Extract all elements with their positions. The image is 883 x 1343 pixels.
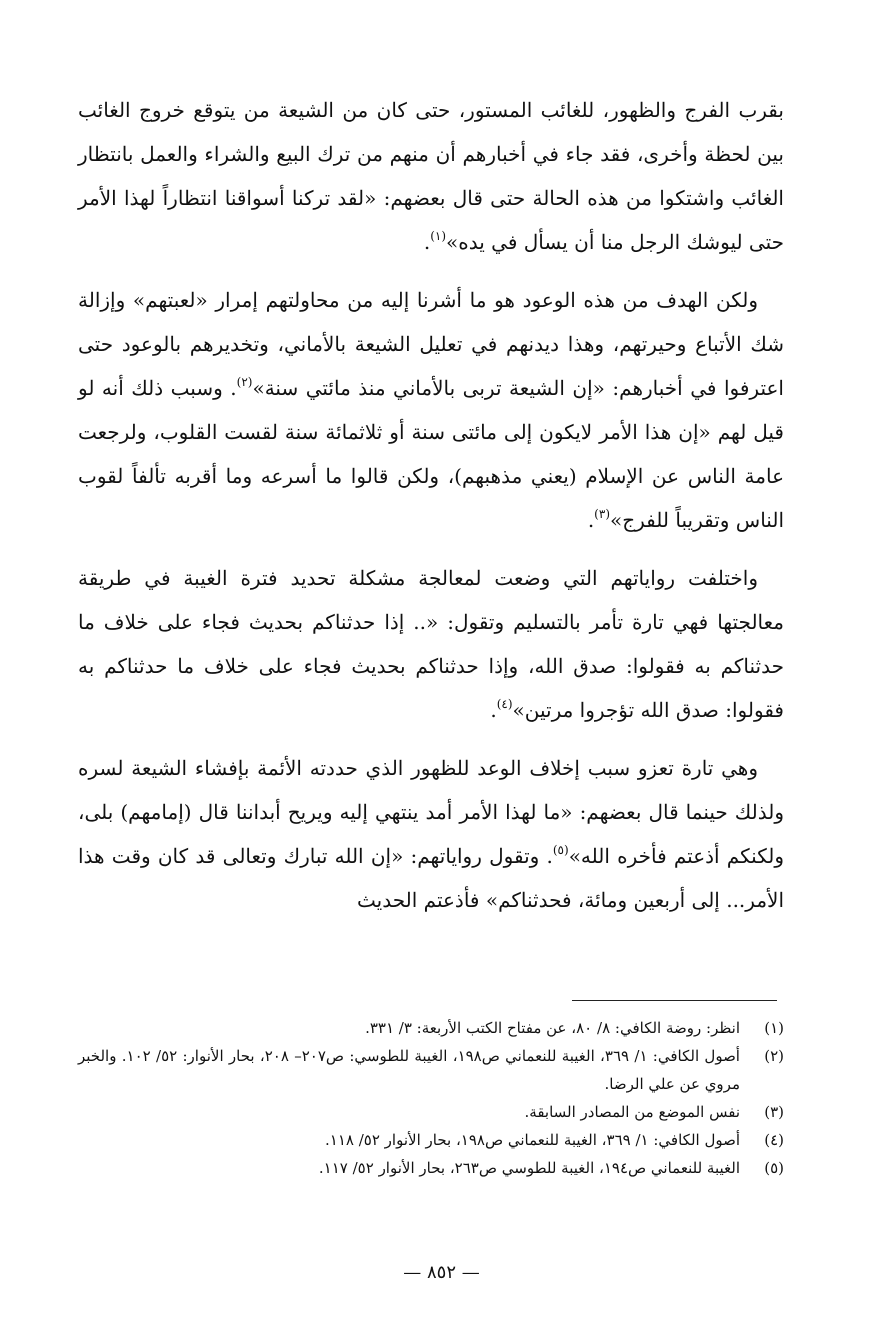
footnote-number: (٤) [764, 1131, 784, 1149]
paragraph-4-text-b: . وتقول رواياتهم: «إن الله تبارك وتعالى قد كان وقت هذا الأمر... إلى أربعين ومائة، فحدثناكم» فأذعتم الحديث [78, 844, 784, 912]
paragraph-1-text: بقرب الفرج والظهور، للغائب المستور، حتى كان من الشيعة من يتوقع خروج الغائب بين لحظة وأخرى، فقد جاء في أخبارهم أن منهم من ترك البيع والشراء والعمل بانتظار الغائب واشتكوا من هذه الحالة حتى قال بعضهم: «لقد تركنا أسواقنا انتظاراً لهذا الأمر حتى ليوشك الرجل منا أن يسأل في يده» [78, 98, 784, 254]
footnote [78, 1014, 784, 1042]
paragraph-2-text-b: . وسبب ذلك أنه لو قيل لهم «إن هذا الأمر لايكون إلى مائتى سنة أو ثلاثمائة سنة لقست القلوب، ولرجعت عامة الناس عن الإسلام (يعني مذهبهم)، ولكن قالوا ما أسرعه وما أقربه تألفاً لقوب الناس وتقريباً للفرج» [78, 376, 784, 532]
footnotes [78, 1014, 784, 1182]
footnote [78, 1154, 784, 1182]
footnote-ref-4: (٤) [496, 697, 513, 711]
paragraph-4 [78, 746, 784, 922]
paragraph-2-end: . [587, 508, 595, 532]
paragraph-1 [78, 88, 784, 264]
footnote-divider [572, 1000, 777, 1001]
footnote-number: (١) [764, 1019, 784, 1037]
footnote-number: (٣) [764, 1103, 784, 1121]
paragraph-2-text-a: ولكن الهدف من هذه الوعود هو ما أشرنا إليه من محاولتهم إمرار «لعبتهم» وإزالة شك الأتباع وحيرتهم، وهذا ديدنهم في تعليل الشيعة بالأماني، وتخديرهم بالوعود حتى اعترفوا في أخبارهم: «إن الشيعة تربى بالأماني منذ مائتي سنة» [78, 288, 784, 400]
paragraph-4-text-a: وهي تارة تعزو سبب إخلاف الوعد للظهور الذي حددته الأئمة بإفشاء الشيعة لسره ولذلك حينما قال بعضهم: «ما لهذا الأمر أمد ينتهي إليه ويريح أبداننا قال (إمامهم) بلى، ولكنكم أذعتم فأخره الله» [78, 756, 784, 868]
page-number: — ٨٥٢ — [403, 1262, 480, 1283]
footnote-text: الغيبة للنعماني ص١٩٤، الغيبة للطوسي ص٢٦٣، بحار الأنوار ٥٢/ ١١٧. [318, 1159, 740, 1177]
paragraph-3 [78, 556, 784, 732]
footnote-ref-5: (٥) [552, 843, 569, 857]
footnote-ref-3: (٣) [594, 507, 610, 521]
paragraph-1-end: . [423, 230, 431, 254]
paragraph-3-end: . [490, 698, 497, 722]
paragraph-3-text: واختلفت رواياتهم التي وضعت لمعالجة مشكلة تحديد فترة الغيبة في طريقة معالجتها فهي تارة تأمر بالتسليم وتقول: «.. إذا حدثناكم بحديث فجاء على خلاف ما حدثناكم به فقولوا: صدق الله، وإذا حدثناكم بحديث فجاء على خلاف ما حدثناكم به فقولوا: صدق الله تؤجروا مرتين» [78, 566, 784, 722]
footnote-text: انظر: روضة الكافي: ٨/ ٨٠، عن مفتاح الكتب الأربعة: ٣/ ٣٣١. [365, 1019, 740, 1037]
footnote-text: نفس الموضع من المصادر السابقة. [524, 1103, 740, 1121]
footnote-number: (٥) [764, 1159, 784, 1177]
footnote [78, 1126, 784, 1154]
footnote [78, 1098, 784, 1126]
paragraph-2 [78, 278, 784, 542]
footnote-ref-2: (٢) [236, 375, 253, 389]
footnote-number: (٢) [764, 1047, 784, 1065]
footnote [78, 1042, 784, 1098]
main-text [78, 88, 784, 922]
footnote-text: أصول الكافي: ١/ ٣٦٩، الغيبة للنعماني ص١٩٨، الغيبة للطوسي: ص٢٠٧– ٢٠٨، بحار الأنوار: ٥٢/ ١٠٢. والخبر مروي عن علي الرضا. [78, 1047, 740, 1093]
footnote-ref-1: (١) [430, 229, 447, 243]
footnote-text: أصول الكافي: ١/ ٣٦٩، الغيبة للنعماني ص١٩٨، بحار الأنوار ٥٢/ ١١٨. [325, 1131, 740, 1149]
